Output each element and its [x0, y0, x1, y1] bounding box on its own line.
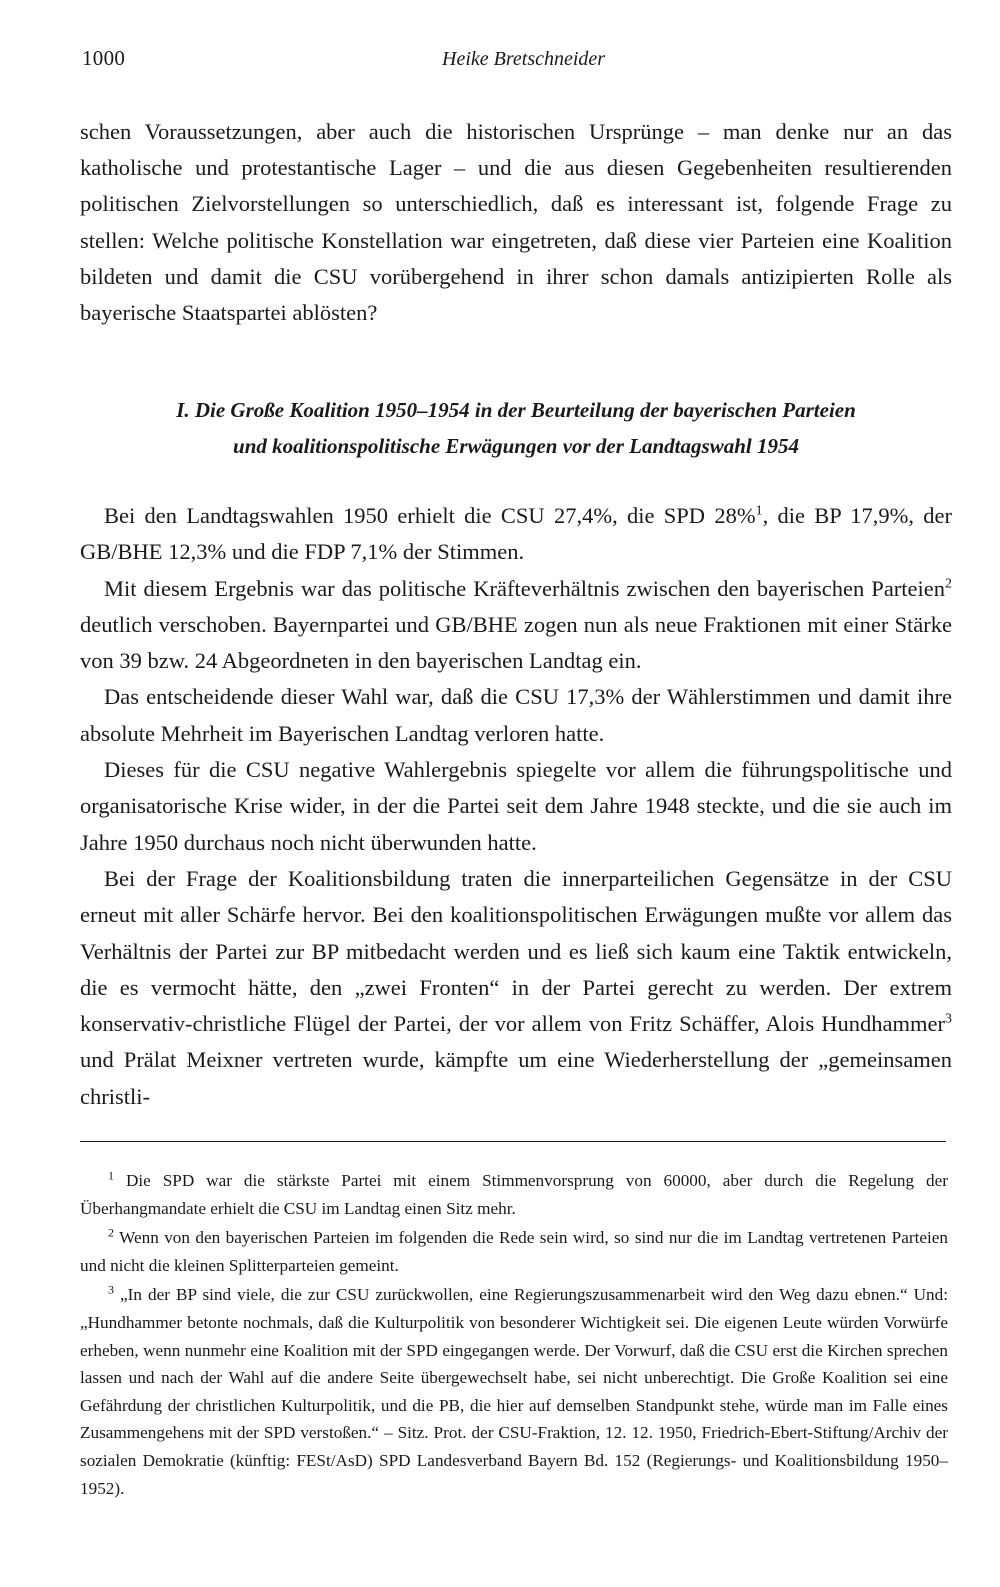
- footnote-text: „In der BP sind viele, die zur CSU zurückwollen, eine Regierungszusammenarbeit wird den Weg dazu ebnen.“ Und: „Hundhammer betonte nochmals, daß die Kulturpolitik von besonderer Wichtigkeit sei. Die eigenen Leute würden Vorwürfe erheben, wenn nunmehr eine Koalition mit der SPD eingegangen werde. Der Vorwurf, daß die CSU erst die Kirchen sprechen lassen und nach der Wahl auf die andere Seite übergewechselt habe, sei nicht unberechtigt. Die Große Koalition sei eine Gefährdung der christlichen Kulturpolitik, und die PB, die hier auf demselben Standpunkt stehe, würde man im Falle eines Zusammengehens mit der SPD verstoßen.“ – Sitz. Prot. der CSU-Fraktion, 12. 12. 1950, Friedrich-Ebert-Stiftung/Archiv der sozialen Demokratie (künftig: FESt/AsD) SPD Landesverband Bayern Bd. 152 (Regierungs- und Koalitionsbildung 1950–1952).: [80, 1285, 948, 1498]
- paragraph-text: Bei der Frage der Koalitionsbildung traten die innerparteilichen Gegensätze in der CSU erneut mit aller Schärfe hervor. Bei den koalitionspolitischen Erwägungen mußte vor allem das Verhältnis der Partei zur BP mitbedacht werden und es ließ sich kaum eine Taktik entwickeln, die es vermocht hätte, den „zwei Fronten“ in der Partei gerecht zu werden. Der extrem konservativ-christliche Flügel der Partei, der vor allem von Fritz Schäffer, Alois Hundhammer: [80, 865, 952, 1037]
- intro-paragraph: schen Voraussetzungen, aber auch die historischen Ursprünge – man denke nur an das katholische und protestantische Lager – und die aus diesen Gegebenheiten resultierenden politischen Zielvorstellungen so unterschiedlich, daß es interessant ist, folgende Frage zu stellen: Welche politische Konstellation war eingetreten, daß diese vier Parteien eine Koalition bildeten und damit die CSU vorübergehend in ihrer schon damals antizipierten Rolle als bayerische Staatspartei ablösten?: [80, 119, 952, 326]
- footnote-text: Wenn von den bayerischen Parteien im folgenden die Rede sein wird, so sind nur die im Landtag vertretenen Parteien und nicht die kleinen Splitterparteien gemeint.: [80, 1228, 948, 1275]
- running-head-author: Heike Bretschneider: [442, 48, 606, 70]
- footnote-mark: 3: [108, 1282, 114, 1297]
- section-heading-line-1: I. Die Große Koalition 1950–1954 in der Beurteilung der bayerischen Parteien: [176, 398, 856, 422]
- paragraph-crisis: Dieses für die CSU negative Wahlergebnis spiegelte vor allem die führungspolitische und organisatorische Krise wider, in der die Partei seit dem Jahre 1948 steckte, und die sie auch im Jahre 1950 durchaus noch nicht überwunden hatte.: [80, 757, 952, 855]
- footnote-2: [80, 1224, 948, 1279]
- running-head: [82, 46, 942, 76]
- footnote-1: [80, 1167, 948, 1222]
- footnote-mark: 2: [108, 1225, 114, 1240]
- paragraph-text: deutlich verschoben. Bayernpartei und GB/BHE zogen nun als neue Fraktionen mit einer Stärke von 39 bzw. 24 Abgeordneten in den bayerischen Landtag ein.: [80, 611, 952, 674]
- paragraph-lost-majority: Das entscheidende dieser Wahl war, daß die CSU 17,3% der Wählerstimmen und damit ihre absolute Mehrheit im Bayerischen Landtag verloren hatte.: [80, 684, 952, 746]
- paragraph-text: Mit diesem Ergebnis war das politische Kräfteverhältnis zwischen den bayerischen Parteien: [104, 575, 946, 601]
- page-number: 1000: [82, 46, 126, 70]
- paragraph-text: Bei den Landtagswahlen 1950 erhielt die CSU 27,4%, die SPD 28%: [104, 503, 756, 528]
- footnote-text: Die SPD war die stärkste Partei mit einem Stimmenvorsprung von 60000, aber durch die Regelung der Überhangmandate erhielt die CSU im Landtag einen Sitz mehr.: [80, 1171, 948, 1218]
- footnote-reference: 3: [945, 1011, 952, 1027]
- footnote-rule: [80, 1141, 946, 1142]
- footnote-reference: 2: [945, 576, 952, 592]
- footnote-3: [80, 1281, 948, 1502]
- section-body: [80, 498, 952, 1115]
- footnote-mark: 1: [108, 1168, 114, 1183]
- paragraph-coalition: [80, 861, 952, 1115]
- paragraph-text: und Prälat Meixner vertreten wurde, kämpfte um eine Wiederherstellung der „gemeinsamen christli-: [80, 1047, 952, 1109]
- footnote-reference: 1: [755, 503, 763, 519]
- footnotes: [80, 1167, 948, 1504]
- paragraph-text: , die BP 17,9%, der GB/BHE 12,3% und die FDP 7,1% der Stimmen.: [80, 503, 953, 565]
- paragraph-power-shift: [80, 571, 952, 680]
- section-heading-line-2: und koalitionspolitische Erwägungen vor der Landtagswahl 1954: [233, 434, 799, 458]
- paragraph-election-results: [80, 498, 952, 571]
- section-heading: [80, 392, 952, 464]
